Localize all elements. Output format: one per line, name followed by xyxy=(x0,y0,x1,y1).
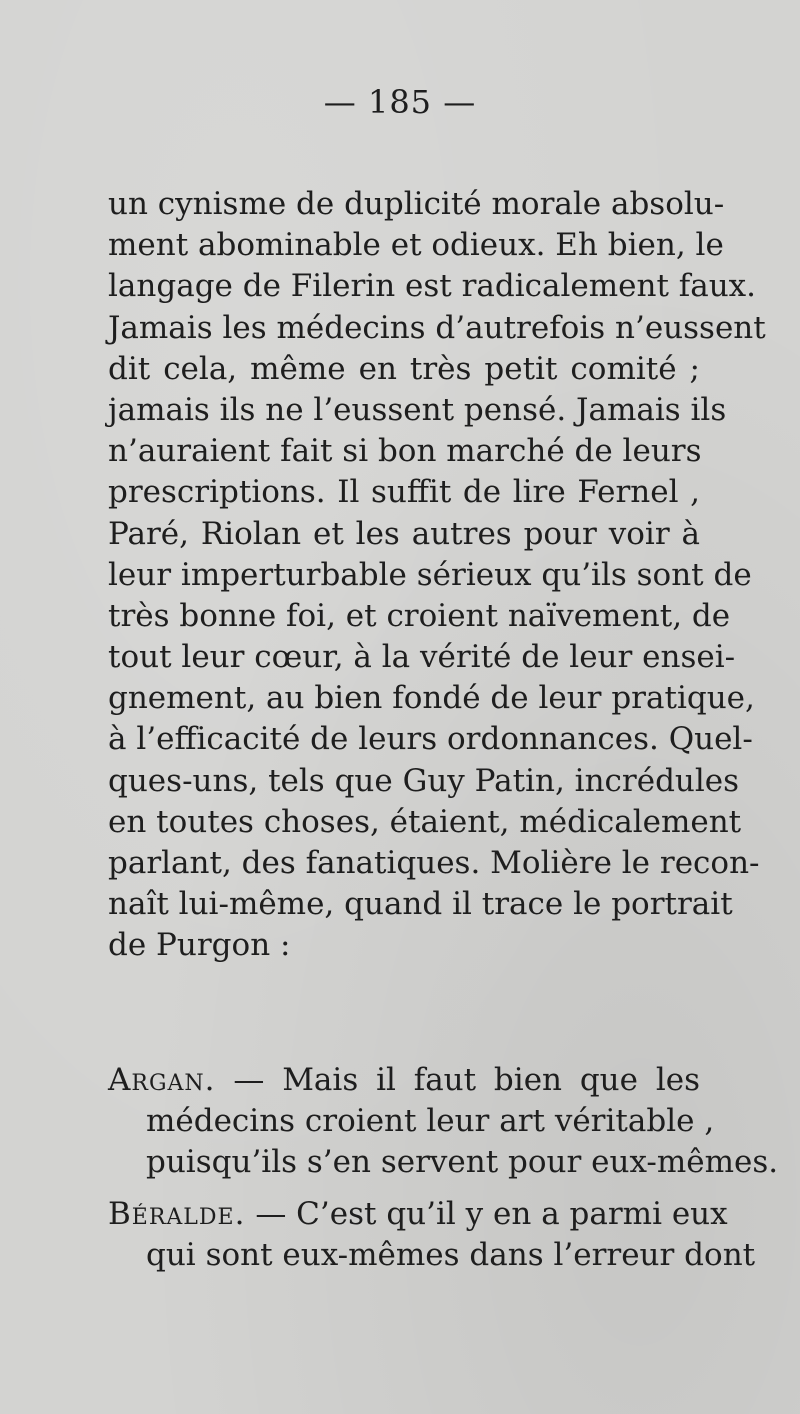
text-line: tout leur cœur, à la vérité de leur ensei- xyxy=(108,639,736,676)
text-line: gnement, au bien fondé de leur pratique, xyxy=(108,680,755,717)
speech-line: médecins croient leur art véritable , xyxy=(146,1103,715,1140)
text-line: naît lui-même, quand il trace le portrait xyxy=(108,886,733,923)
speech-argan xyxy=(108,1060,779,1184)
text-line: un cynisme de duplicité morale absolu- xyxy=(108,186,725,222)
speech-line: puisqu’ils s’en servent pour eux-mêmes. xyxy=(146,1144,779,1181)
text-line: Paré, Riolan et les autres pour voir à xyxy=(108,515,700,552)
speech-beralde xyxy=(108,1194,756,1276)
text-line: de Purgon : xyxy=(108,927,291,964)
page-number: — 185 — xyxy=(323,83,477,121)
text-line: prescriptions. Il suffit de lire Fernel , xyxy=(108,474,700,511)
body-paragraph xyxy=(108,184,766,967)
speaker-name: Béralde. xyxy=(108,1195,246,1232)
dialogue-quote xyxy=(108,1060,779,1286)
text-line: dit cela, même en très petit comité ; xyxy=(108,350,700,387)
text-line: n’auraient fait si bon marché de leurs xyxy=(108,433,702,470)
text-line: très bonne foi, et croient naïvement, de xyxy=(108,597,731,634)
speech-first-line xyxy=(108,1060,700,1101)
speaker-name: Argan. xyxy=(108,1062,216,1098)
text-line: ment abominable et odieux. Eh bien, le xyxy=(108,227,724,264)
text-line: ques-uns, tels que Guy Patin, incrédules xyxy=(108,762,740,799)
text-line: langage de Filerin est radicalement faux. xyxy=(108,268,757,305)
text-line: parlant, des fanatiques. Molière le recon- xyxy=(108,845,760,881)
text-line: leur imperturbable sérieux qu’ils sont de xyxy=(108,556,752,593)
text-line: en toutes choses, étaient, médicalement xyxy=(108,803,742,840)
text-line: à l’efficacité de leurs ordonnances. Quel- xyxy=(108,721,753,758)
speech-first-line xyxy=(108,1194,728,1235)
speech-text: — C’est qu’il y en a parmi eux xyxy=(245,1195,728,1232)
speech-text: — Mais il faut bien que les xyxy=(215,1062,700,1098)
text-line: jamais ils ne l’eussent pensé. Jamais ils xyxy=(108,391,727,428)
text-line: Jamais les médecins d’autrefois n’eussent xyxy=(108,309,766,346)
speech-line: qui sont eux-mêmes dans l’erreur dont xyxy=(146,1236,756,1273)
